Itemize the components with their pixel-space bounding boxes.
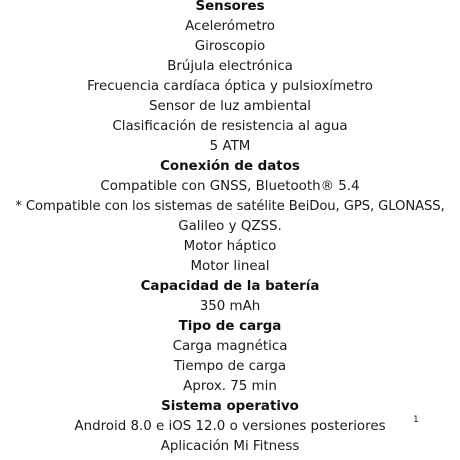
section-heading-sensores: Sensores (195, 0, 265, 14)
spec-item-heart-rate: Frecuencia cardíaca óptica y pulsioxímetro (87, 79, 373, 94)
spec-item-os-compat: Android 8.0 e iOS 12.0 o versiones posteriores (74, 419, 386, 434)
spec-item-satellite-systems: * Compatible con los sistemas de satélite BeiDou, GPS, GLONASS, (15, 199, 445, 214)
footnote-marker: 1 (413, 415, 419, 425)
spec-item-linear-motor: Motor lineal (190, 259, 270, 274)
spec-item-satellite-systems-cont: Galileo y QZSS. (178, 219, 282, 234)
spec-item-app: Aplicación Mi Fitness (160, 439, 300, 454)
spec-item-magnetic-charging: Carga magnética (172, 339, 288, 354)
spec-item-water-resistance-value: 5 ATM (209, 139, 251, 154)
spec-item-gnss-bluetooth: Compatible con GNSS, Bluetooth® 5.4 (100, 179, 360, 194)
spec-item-water-resistance-label: Clasificación de resistencia al agua (112, 119, 348, 134)
section-heading-carga: Tipo de carga (178, 319, 282, 334)
spec-item-gyroscope: Giroscopio (194, 39, 266, 54)
spec-item-battery-capacity: 350 mAh (199, 299, 261, 314)
section-heading-bateria: Capacidad de la batería (140, 279, 320, 294)
spec-item-compass: Brújula electrónica (167, 59, 293, 74)
spec-item-charging-time-label: Tiempo de carga (173, 359, 287, 374)
section-heading-conexion: Conexión de datos (160, 159, 300, 174)
spec-item-accelerometer: Acelerómetro (185, 19, 275, 34)
spec-item-haptic-motor: Motor háptico (183, 239, 277, 254)
spec-item-light-sensor: Sensor de luz ambiental (148, 99, 311, 114)
section-heading-sistema: Sistema operativo (161, 399, 299, 414)
spec-item-charging-time-value: Aprox. 75 min (183, 379, 277, 394)
